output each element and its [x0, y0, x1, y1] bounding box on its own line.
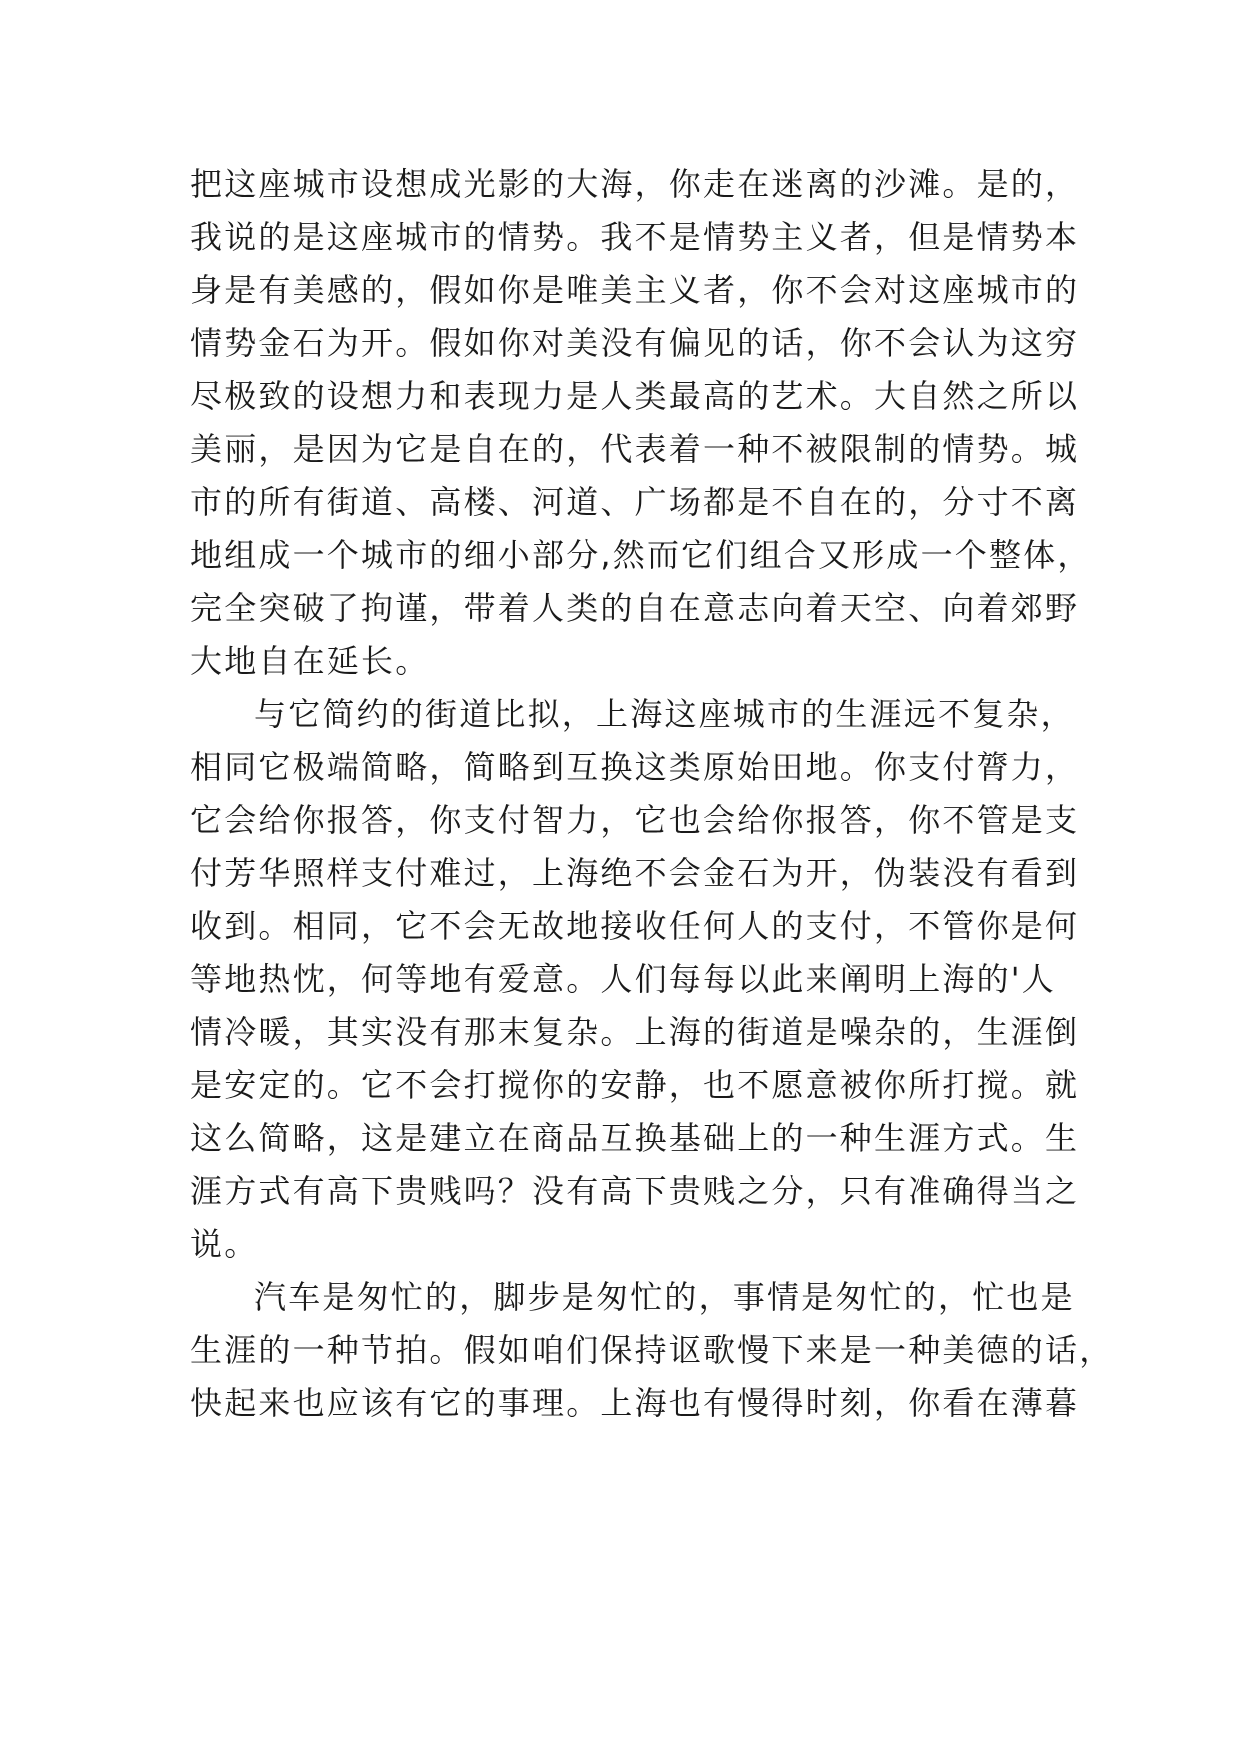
- text-line: 它会给你报答，你支付智力，它也会给你报答，你不管是支: [190, 801, 1080, 839]
- body-text: [190, 158, 1114, 1430]
- text-line: 我说的是这座城市的情势。我不是情势主义者，但是情势本: [190, 218, 1080, 256]
- text-line: 生涯的一种节拍。假如咱们保持讴歌慢下来是一种美德的话，: [190, 1331, 1114, 1369]
- text-line: 是安定的。它不会打搅你的安静，也不愿意被你所打搅。就: [190, 1066, 1080, 1104]
- text-line: 尽极致的设想力和表现力是人类最高的艺术。大自然之所以: [190, 377, 1080, 415]
- text-line: 情势金石为开。假如你对美没有偏见的话，你不会认为这穷: [190, 324, 1080, 362]
- paragraph: [190, 688, 1080, 1271]
- paragraph: [190, 1271, 1114, 1430]
- text-line: 相同它极端简略，简略到互换这类原始田地。你支付膂力，: [190, 748, 1080, 786]
- text-line: 与它简约的街道比拟，上海这座城市的生涯远不复杂，: [254, 695, 1075, 733]
- text-line: 地组成一个城市的细小部分,然而它们组合又形成一个整体，: [190, 536, 1092, 574]
- text-line: 收到。相同，它不会无故地接收任何人的支付，不管你是何: [190, 907, 1080, 945]
- text-line: 身是有美感的，假如你是唯美主义者，你不会对这座城市的: [190, 271, 1080, 309]
- text-line: 把这座城市设想成光影的大海，你走在迷离的沙滩。是的，: [190, 165, 1080, 203]
- text-line: 等地热忱，何等地有爱意。人们每每以此来阐明上海的'人: [190, 960, 1056, 998]
- paragraph: [190, 158, 1092, 688]
- text-line: 付芳华照样支付难过，上海绝不会金石为开，伪装没有看到: [190, 854, 1080, 892]
- text-line: 情冷暖，其实没有那末复杂。上海的街道是噪杂的，生涯倒: [190, 1013, 1080, 1051]
- text-line: 涯方式有高下贵贱吗？没有高下贵贱之分，只有准确得当之: [190, 1172, 1080, 1210]
- text-line: 完全突破了拘谨，带着人类的自在意志向着天空、向着郊野: [190, 589, 1080, 627]
- text-line: 市的所有街道、高楼、河道、广场都是不自在的，分寸不离: [190, 483, 1080, 521]
- text-line: 这么简略，这是建立在商品互换基础上的一种生涯方式。生: [190, 1119, 1080, 1157]
- text-line: 大地自在延长。: [190, 642, 430, 680]
- text-line: 说。: [190, 1225, 259, 1263]
- text-line: 汽车是匆忙的，脚步是匆忙的，事情是匆忙的，忙也是: [254, 1278, 1075, 1316]
- text-line: 快起来也应该有它的事理。上海也有慢得时刻，你看在薄暮: [190, 1384, 1080, 1422]
- text-line: 美丽，是因为它是自在的，代表着一种不被限制的情势。城: [190, 430, 1080, 468]
